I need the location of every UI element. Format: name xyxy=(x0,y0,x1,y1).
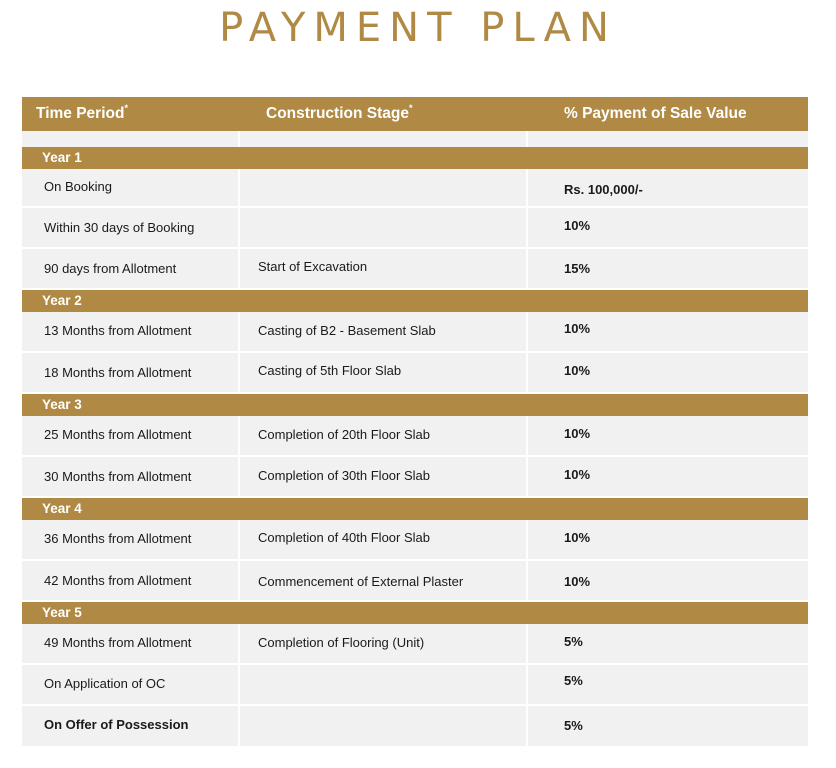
table-row xyxy=(22,416,808,457)
payment-cell: 10% xyxy=(564,218,591,233)
year-band: Year 3 xyxy=(22,394,808,416)
time-cell: Within 30 days of Booking xyxy=(44,220,195,235)
stage-cell: Commencement of External Plaster xyxy=(258,574,464,589)
stage-cell: Casting of B2 - Basement Slab xyxy=(258,323,436,338)
stage-cell: Completion of 40th Floor Slab xyxy=(258,530,430,545)
table-row xyxy=(22,520,808,561)
time-cell: On Offer of Possession xyxy=(44,717,189,732)
time-cell: 30 Months from Allotment xyxy=(44,469,192,484)
table-row xyxy=(22,624,808,665)
stage-cell: Casting of 5th Floor Slab xyxy=(258,363,402,378)
time-cell: 42 Months from Allotment xyxy=(44,573,192,588)
header-payment: % Payment of Sale Value xyxy=(564,105,747,122)
year-band: Year 5 xyxy=(22,602,808,624)
table-row xyxy=(22,561,808,602)
payment-cell: Rs. 100,000/- xyxy=(564,182,643,197)
stage-cell: Start of Excavation xyxy=(258,259,368,274)
year-band: Year 1 xyxy=(22,147,808,169)
payment-cell: 10% xyxy=(564,363,591,378)
time-cell: 36 Months from Allotment xyxy=(44,531,192,546)
stage-cell: Completion of Flooring (Unit) xyxy=(258,635,425,650)
header-time-period: Time Period* xyxy=(36,103,128,122)
time-cell: 25 Months from Allotment xyxy=(44,427,192,442)
table-row xyxy=(22,169,808,208)
table-row xyxy=(22,208,808,249)
payment-cell: 10% xyxy=(564,426,591,441)
payment-cell: 5% xyxy=(564,634,583,649)
table-row xyxy=(22,665,808,706)
header-spacer xyxy=(22,131,808,147)
table-header xyxy=(22,97,808,131)
payment-cell: 5% xyxy=(564,718,583,733)
stage-cell: Completion of 20th Floor Slab xyxy=(258,427,430,442)
payment-cell: 15% xyxy=(564,261,591,276)
payment-cell: 10% xyxy=(564,467,591,482)
time-cell: On Booking xyxy=(44,179,112,194)
table-row xyxy=(22,249,808,290)
time-cell: On Application of OC xyxy=(44,676,166,691)
time-cell: 18 Months from Allotment xyxy=(44,365,192,380)
year-band: Year 2 xyxy=(22,290,808,312)
time-cell: 13 Months from Allotment xyxy=(44,323,192,338)
table-row xyxy=(22,457,808,498)
payment-cell: 10% xyxy=(564,321,591,336)
payment-cell: 5% xyxy=(564,673,583,688)
page-title: PAYMENT PLAN xyxy=(219,5,617,51)
payment-cell: 10% xyxy=(564,574,591,589)
time-cell: 90 days from Allotment xyxy=(44,261,177,276)
stage-cell: Completion of 30th Floor Slab xyxy=(258,468,430,483)
payment-cell: 10% xyxy=(564,530,591,545)
year-band: Year 4 xyxy=(22,498,808,520)
table-row xyxy=(22,353,808,394)
table-row xyxy=(22,312,808,353)
header-construction-stage: Construction Stage* xyxy=(266,103,413,122)
payment-plan-table xyxy=(22,97,808,748)
time-cell: 49 Months from Allotment xyxy=(44,635,192,650)
table-row xyxy=(22,706,808,748)
